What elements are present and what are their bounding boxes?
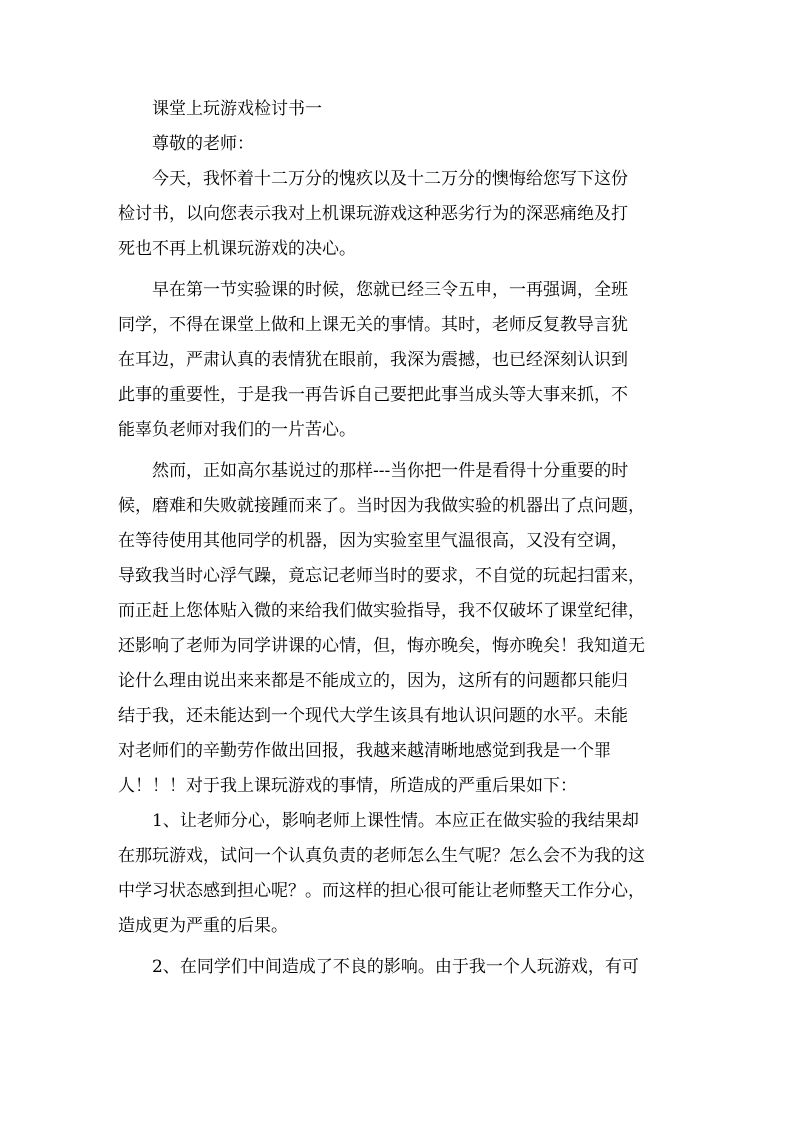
- paragraph-line: 候，磨难和失败就接踵而来了。当时因为我做实验的机器出了点问题，: [118, 496, 645, 516]
- document-title: 课堂上玩游戏检讨书一: [152, 99, 322, 119]
- paragraph-line: 1、让老师分心，影响老师上课性情。本应正在做实验的我结果却: [152, 811, 639, 831]
- paragraph-line: 中学习状态感到担心呢？。而这样的担心很可能让老师整天工作分心，: [118, 881, 645, 901]
- paragraph-3: [118, 454, 678, 804]
- document-body: [118, 92, 678, 985]
- paragraph-line: 同学，不得在课堂上做和上课无关的事情。其时，老师反复教导言犹: [118, 315, 628, 335]
- paragraph-line: 早在第一节实验课的时候，您就已经三令五申，一再强调，全班: [152, 280, 628, 300]
- paragraph-line: 对老师们的辛勤劳作做出回报，我越来越清晰地感觉到我是一个罪: [118, 741, 611, 761]
- paragraph-4: [118, 804, 678, 944]
- paragraph-line: 造成更为严重的后果。: [118, 916, 288, 936]
- paragraph-line: 死也不再上机课玩游戏的决心。: [118, 239, 356, 259]
- paragraph-line: 结于我，还未能达到一个现代大学生该具有地认识问题的水平。未能: [118, 706, 628, 726]
- paragraph-line: 在那玩游戏，试问一个认真负责的老师怎么生气呢？怎么会不为我的这: [118, 846, 645, 866]
- paragraph-line: 还影响了老师为同学讲课的心情，但，悔亦晚矣，悔亦晚矣！我知道无: [118, 636, 645, 656]
- paragraph-line: 在等待使用其他同学的机器，因为实验室里气温很高，又没有空调，: [118, 531, 628, 551]
- paragraph-line: 此事的重要性，于是我一再告诉自己要把此事当成头等大事来抓，不: [118, 385, 628, 405]
- paragraph-line: 检讨书，以向您表示我对上机课玩游戏这种恶劣行为的深恶痛绝及打: [118, 204, 628, 224]
- paragraph-1: [118, 162, 678, 267]
- paragraph-line: 人！！！对于我上课玩游戏的事情，所造成的严重后果如下：: [118, 776, 577, 796]
- paragraph-line: 论什么理由说出来来都是不能成立的，因为，这所有的问题都只能归: [118, 671, 628, 691]
- paragraph-line: 2、在同学们中间造成了不良的影响。由于我一个人玩游戏，有可: [152, 957, 639, 977]
- paragraph-line: 然而，正如高尔基说过的那样---当你把一件是看得十分重要的时: [152, 461, 629, 481]
- paragraph-line: 能辜负老师对我们的一片苦心。: [118, 420, 356, 440]
- salutation: 尊敬的老师：: [152, 134, 254, 154]
- paragraph-line: 导致我当时心浮气躁，竟忘记老师当时的要求，不自觉的玩起扫雷来，: [118, 566, 645, 586]
- paragraph-5: [118, 950, 678, 985]
- paragraph-2: [118, 273, 678, 448]
- paragraph-line: 在耳边，严肃认真的表情犹在眼前，我深为震撼，也已经深刻认识到: [118, 350, 628, 370]
- paragraph-line: 而正赶上您体贴入微的来给我们做实验指导，我不仅破坏了课堂纪律，: [118, 601, 645, 621]
- paragraph-line: 今天，我怀着十二万分的愧疚以及十二万分的懊悔给您写下这份: [152, 169, 628, 189]
